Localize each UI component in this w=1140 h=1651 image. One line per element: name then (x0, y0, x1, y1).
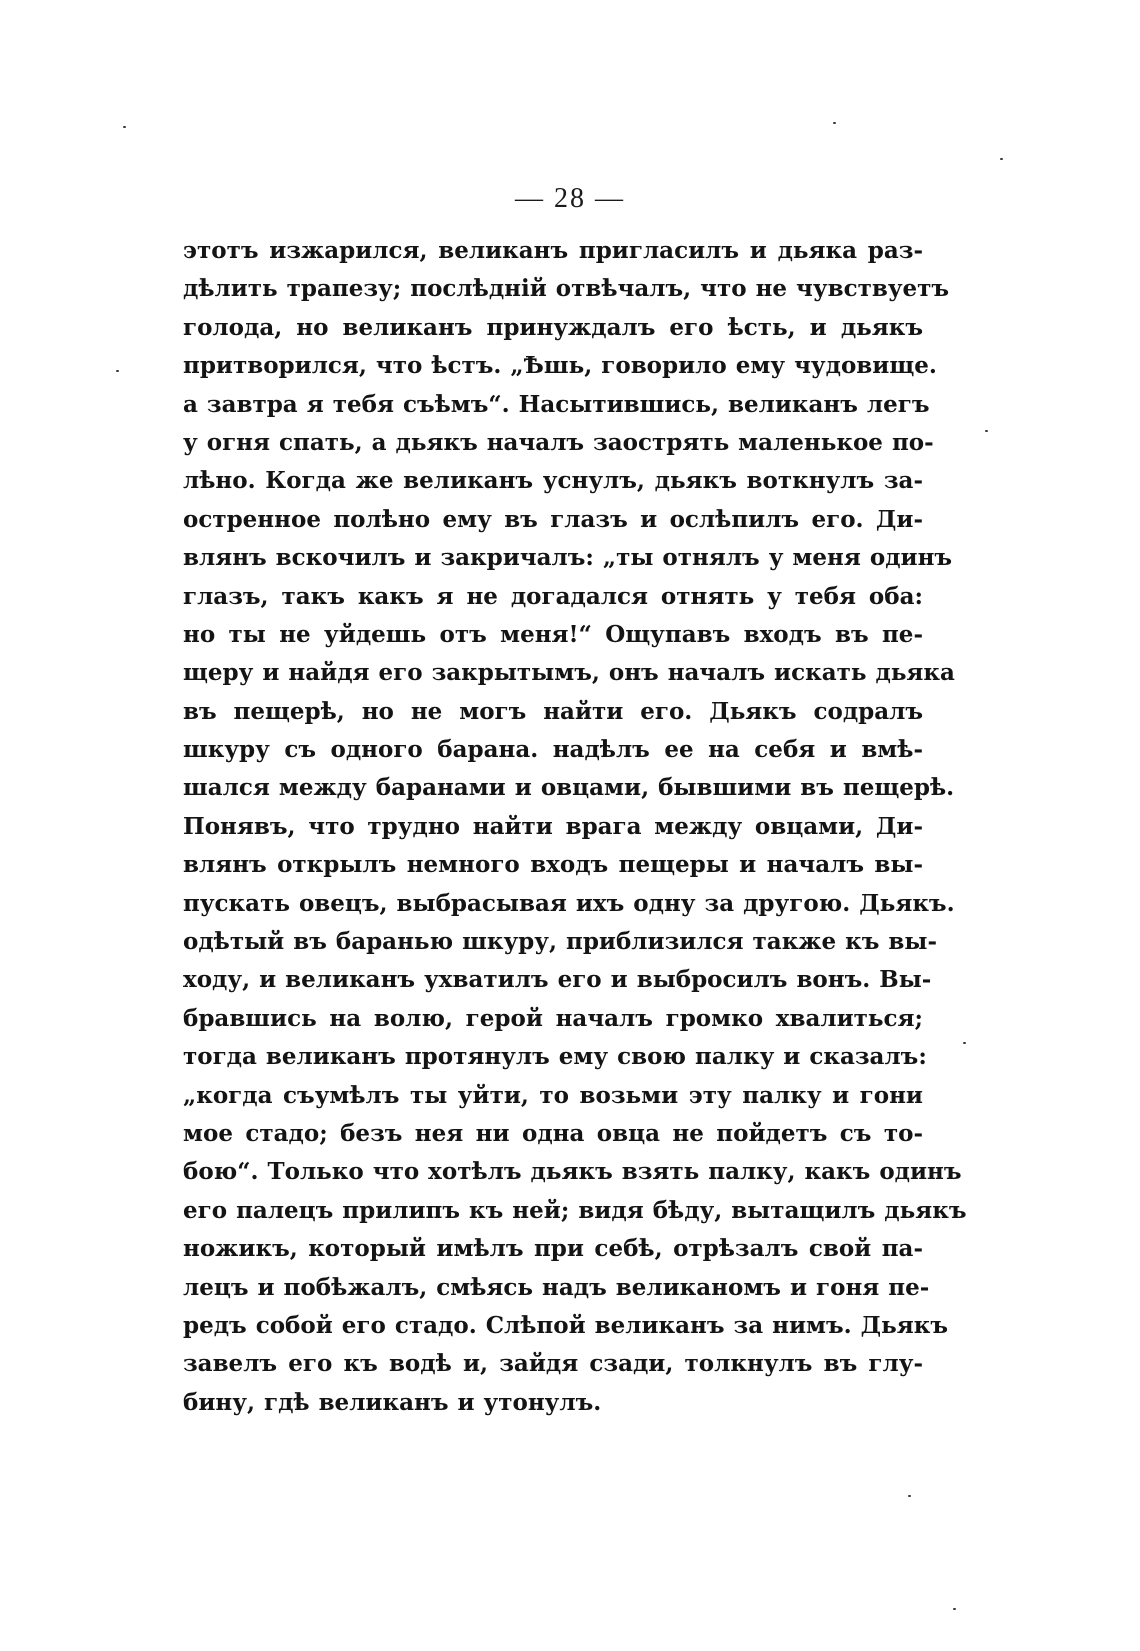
scan-speck (1000, 158, 1003, 160)
text-line: пускать овецъ, выбрасывая ихъ одну за другою. Дьякъ. (183, 889, 955, 917)
text-line: у огня спать, а дьякъ началъ заострять маленькое по- (183, 428, 934, 456)
text-line: притворился, что ѣстъ. „Ѣшь, говорило ему чудовище. (183, 352, 937, 380)
scan-speck (953, 1608, 956, 1610)
text-line: бою“. Только что хотѣлъ дьякъ взять палку, какъ одинъ (183, 1158, 962, 1186)
text-line: въ пещерѣ, но не могъ найти его. Дьякъ содралъ (183, 697, 923, 725)
text-line: ножикъ, который имѣлъ при себѣ, отрѣзалъ свой па- (183, 1235, 923, 1263)
text-line: мое стадо; безъ нея ни одна овца не пойдетъ съ то- (183, 1119, 923, 1147)
text-line: его палецъ прилипъ къ ней; видя бѣду, вытащилъ дьякъ (183, 1196, 967, 1224)
text-line: одѣтый въ баранью шкуру, приблизился также къ вы- (183, 928, 938, 956)
text-line: бравшись на волю, герой началъ громко хвалиться; (183, 1004, 923, 1032)
text-line: редъ собой его стадо. Слѣпой великанъ за нимъ. Дьякъ (183, 1311, 948, 1339)
text-line: голода, но великанъ принуждалъ его ѣсть, и дьякъ (183, 313, 923, 341)
scan-speck (985, 430, 988, 432)
text-line: завелъ его къ водѣ и, зайдя сзади, толкнулъ въ глу- (183, 1350, 923, 1378)
text-line: шкуру съ одного барана. надѣлъ ее на себя и вмѣ- (183, 736, 923, 764)
text-line: „когда съумѣлъ ты уйти, то возьми эту палку и гони (183, 1081, 923, 1109)
text-line: лѣно. Когда же великанъ уснулъ, дьякъ воткнулъ за- (183, 467, 923, 495)
text-line: глазъ, такъ какъ я не догадался отнять у тебя оба: (183, 582, 923, 610)
text-line: но ты не уйдешь отъ меня!“ Ощупавъ входъ въ пе- (183, 620, 923, 648)
text-line: этотъ изжарился, великанъ пригласилъ и дьяка раз- (183, 237, 923, 264)
text-line: дѣлить трапезу; послѣдній отвѣчалъ, что не чувствуетъ (183, 275, 950, 303)
text-line: влянъ открылъ немного входъ пещеры и началъ вы- (183, 851, 923, 879)
body-text (183, 232, 967, 1422)
text-line: Понявъ, что трудно найти врага между овцами, Ди- (183, 812, 923, 840)
text-line: ходу, и великанъ ухватилъ его и выбросилъ вонъ. Вы- (183, 966, 932, 994)
scan-speck (116, 370, 119, 372)
text-line: щеру и найдя его закрытымъ, онъ началъ искать дьяка (183, 659, 955, 687)
text-line: лецъ и побѣжалъ, смѣясь надъ великаномъ и гоня пе- (183, 1273, 930, 1301)
text-line: тогда великанъ протянулъ ему свою палку и сказалъ: (183, 1043, 927, 1071)
scan-speck (963, 1042, 966, 1044)
text-line: бину, гдѣ великанъ и утонулъ. (183, 1388, 602, 1416)
scan-speck (123, 126, 126, 128)
text-line: остренное полѣно ему въ глазъ и ослѣпилъ его. Ди- (183, 505, 923, 533)
scan-speck (908, 1495, 911, 1497)
page-number: — 28 — (515, 183, 625, 214)
text-line: а завтра я тебя съѣмъ“. Насытившись, великанъ легъ (183, 390, 930, 418)
text-line: шался между баранами и овцами, бывшими въ пещерѣ. (183, 774, 955, 802)
scan-speck (833, 122, 836, 124)
text-line: влянъ вскочилъ и закричалъ: „ты отнялъ у меня одинъ (183, 544, 953, 572)
